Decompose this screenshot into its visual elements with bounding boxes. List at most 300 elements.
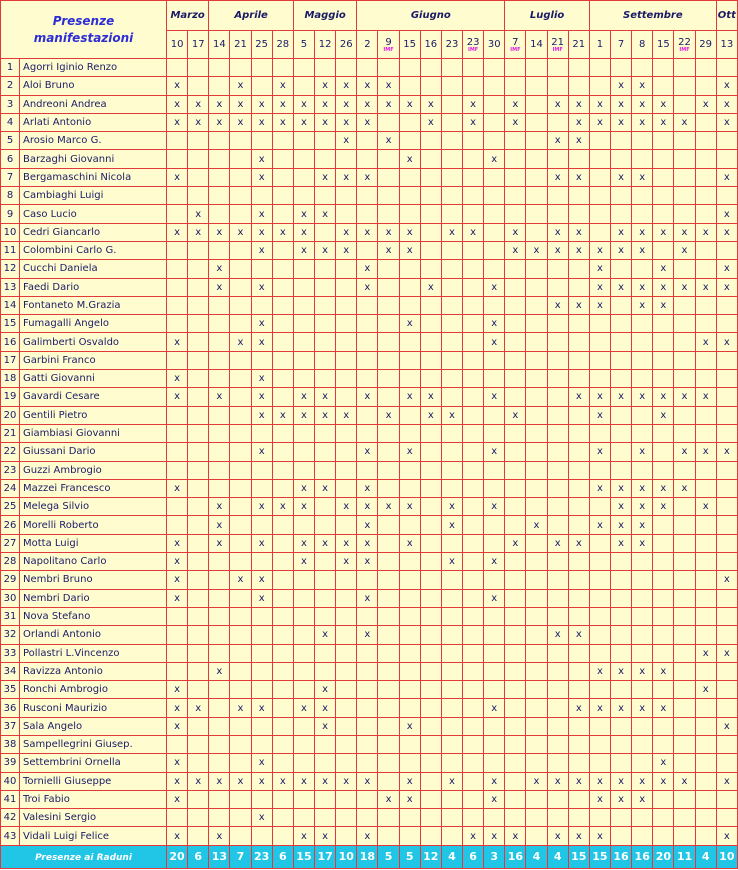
attendance-mark: x [674, 388, 695, 406]
attendance-mark [272, 424, 293, 442]
attendance-mark [272, 260, 293, 278]
attendance-mark [399, 571, 420, 589]
attendance-mark [505, 790, 526, 808]
attendance-mark [272, 241, 293, 259]
attendance-mark [272, 351, 293, 369]
attendance-mark [188, 534, 209, 552]
attendance-mark [526, 388, 547, 406]
attendance-mark [716, 370, 737, 388]
attendance-mark: x [611, 388, 632, 406]
attendance-mark [293, 150, 314, 168]
attendance-mark [505, 809, 526, 827]
attendance-mark [716, 790, 737, 808]
attendance-mark [272, 132, 293, 150]
member-name: Napolitano Carlo [20, 553, 167, 571]
attendance-mark [632, 571, 653, 589]
attendance-mark [441, 607, 462, 625]
attendance-mark [611, 644, 632, 662]
attendance-mark [653, 351, 674, 369]
attendance-mark: x [526, 516, 547, 534]
row-number: 3 [1, 95, 20, 113]
attendance-mark: x [484, 150, 505, 168]
attendance-mark: x [315, 827, 336, 845]
member-row [1, 790, 738, 808]
attendance-mark [568, 571, 589, 589]
attendance-mark: x [315, 406, 336, 424]
attendance-mark [230, 296, 251, 314]
attendance-mark [695, 260, 716, 278]
attendance-mark [568, 681, 589, 699]
attendance-mark [441, 59, 462, 77]
attendance-mark [209, 589, 230, 607]
attendance-mark [505, 150, 526, 168]
attendance-mark: x [399, 150, 420, 168]
attendance-mark: x [441, 772, 462, 790]
attendance-mark [653, 607, 674, 625]
attendance-mark [251, 516, 272, 534]
attendance-mark [484, 241, 505, 259]
attendance-mark: x [632, 772, 653, 790]
attendance-mark [188, 589, 209, 607]
attendance-mark [209, 461, 230, 479]
attendance-mark: x [188, 699, 209, 717]
attendance-mark [568, 589, 589, 607]
attendance-mark [399, 479, 420, 497]
attendance-mark [463, 424, 484, 442]
attendance-mark [632, 461, 653, 479]
attendance-mark: x [632, 388, 653, 406]
attendance-mark [674, 168, 695, 186]
attendance-mark [167, 278, 188, 296]
total-count: 6 [188, 845, 209, 868]
member-row [1, 388, 738, 406]
attendance-mark: x [251, 754, 272, 772]
attendance-mark: x [209, 388, 230, 406]
row-number: 20 [1, 406, 20, 424]
attendance-mark [463, 461, 484, 479]
attendance-mark [505, 333, 526, 351]
attendance-mark [230, 260, 251, 278]
attendance-mark [716, 461, 737, 479]
attendance-mark [420, 571, 441, 589]
member-name: Valesini Sergio [20, 809, 167, 827]
attendance-mark [463, 571, 484, 589]
attendance-mark [209, 553, 230, 571]
attendance-mark: x [632, 534, 653, 552]
attendance-mark [653, 205, 674, 223]
attendance-mark: x [230, 571, 251, 589]
member-name: Cucchi Daniela [20, 260, 167, 278]
attendance-mark: x [695, 644, 716, 662]
member-name: Troi Fabio [20, 790, 167, 808]
attendance-mark: x [611, 278, 632, 296]
attendance-mark [441, 351, 462, 369]
attendance-mark [526, 754, 547, 772]
attendance-mark: x [167, 479, 188, 497]
attendance-mark: x [209, 534, 230, 552]
attendance-mark: x [632, 662, 653, 680]
attendance-mark: x [251, 95, 272, 113]
attendance-mark: x [251, 370, 272, 388]
attendance-mark [484, 626, 505, 644]
attendance-mark [272, 534, 293, 552]
attendance-mark: x [653, 296, 674, 314]
attendance-mark [441, 790, 462, 808]
attendance-mark: x [568, 168, 589, 186]
attendance-mark [441, 735, 462, 753]
attendance-mark [188, 735, 209, 753]
attendance-mark [716, 626, 737, 644]
attendance-mark [378, 735, 399, 753]
attendance-mark: x [484, 443, 505, 461]
attendance-mark: x [167, 699, 188, 717]
attendance-mark [167, 296, 188, 314]
member-name: Gavardi Cesare [20, 388, 167, 406]
attendance-mark [653, 241, 674, 259]
member-row [1, 754, 738, 772]
attendance-mark [589, 809, 610, 827]
attendance-mark: x [251, 388, 272, 406]
attendance-mark [463, 754, 484, 772]
attendance-mark [420, 424, 441, 442]
attendance-mark: x [716, 260, 737, 278]
attendance-mark [230, 241, 251, 259]
member-row [1, 406, 738, 424]
total-count: 16 [505, 845, 526, 868]
row-number: 25 [1, 498, 20, 516]
attendance-mark [209, 644, 230, 662]
attendance-mark [230, 735, 251, 753]
attendance-mark [674, 589, 695, 607]
attendance-mark [695, 553, 716, 571]
attendance-mark [695, 662, 716, 680]
attendance-mark [420, 553, 441, 571]
attendance-mark: x [251, 333, 272, 351]
attendance-mark: x [484, 553, 505, 571]
attendance-mark [420, 662, 441, 680]
attendance-mark [653, 132, 674, 150]
attendance-mark [441, 95, 462, 113]
attendance-mark [251, 735, 272, 753]
attendance-mark [336, 717, 357, 735]
attendance-mark [251, 296, 272, 314]
attendance-mark: x [716, 644, 737, 662]
member-name: Orlandi Antonio [20, 626, 167, 644]
attendance-mark [547, 113, 568, 131]
attendance-mark: x [357, 168, 378, 186]
attendance-mark: x [716, 205, 737, 223]
attendance-mark [420, 443, 441, 461]
attendance-mark: x [674, 772, 695, 790]
attendance-mark: x [188, 205, 209, 223]
attendance-mark [357, 735, 378, 753]
attendance-mark [463, 735, 484, 753]
attendance-mark [293, 754, 314, 772]
member-row [1, 370, 738, 388]
attendance-mark: x [611, 662, 632, 680]
attendance-mark: x [315, 95, 336, 113]
attendance-mark [399, 187, 420, 205]
member-row [1, 260, 738, 278]
attendance-mark [505, 607, 526, 625]
attendance-mark [272, 754, 293, 772]
attendance-mark [632, 827, 653, 845]
attendance-mark [167, 260, 188, 278]
attendance-mark [589, 754, 610, 772]
attendance-mark [716, 699, 737, 717]
attendance-mark: x [357, 113, 378, 131]
attendance-mark [695, 296, 716, 314]
attendance-mark: x [167, 571, 188, 589]
attendance-mark [293, 626, 314, 644]
attendance-mark [420, 241, 441, 259]
attendance-mark [441, 809, 462, 827]
attendance-mark: x [716, 278, 737, 296]
attendance-mark [484, 205, 505, 223]
sheet-title [1, 1, 167, 59]
attendance-mark [547, 150, 568, 168]
attendance-mark: x [420, 278, 441, 296]
attendance-mark [188, 626, 209, 644]
attendance-mark [526, 717, 547, 735]
attendance-mark [230, 626, 251, 644]
attendance-mark [505, 388, 526, 406]
attendance-mark [716, 498, 737, 516]
attendance-mark: x [293, 241, 314, 259]
attendance-mark [526, 315, 547, 333]
attendance-mark [463, 187, 484, 205]
member-row [1, 589, 738, 607]
row-number: 30 [1, 589, 20, 607]
attendance-mark: x [611, 223, 632, 241]
attendance-mark [315, 790, 336, 808]
attendance-mark [336, 827, 357, 845]
attendance-mark [315, 461, 336, 479]
member-name: Nova Stefano [20, 607, 167, 625]
attendance-mark [399, 607, 420, 625]
attendance-mark: x [209, 95, 230, 113]
member-row [1, 534, 738, 552]
attendance-mark [441, 113, 462, 131]
attendance-mark [188, 260, 209, 278]
attendance-mark: x [315, 168, 336, 186]
attendance-mark: x [441, 553, 462, 571]
attendance-mark [251, 351, 272, 369]
attendance-mark [611, 754, 632, 772]
attendance-mark [272, 553, 293, 571]
attendance-mark [315, 132, 336, 150]
attendance-mark [484, 370, 505, 388]
attendance-mark [315, 498, 336, 516]
row-number: 17 [1, 351, 20, 369]
attendance-mark: x [653, 113, 674, 131]
attendance-mark: x [230, 77, 251, 95]
member-name: Fontaneto M.Grazia [20, 296, 167, 314]
attendance-mark [547, 498, 568, 516]
attendance-mark [653, 315, 674, 333]
attendance-mark [505, 589, 526, 607]
attendance-mark [505, 498, 526, 516]
date-header: 15 [653, 31, 674, 59]
attendance-mark [399, 662, 420, 680]
attendance-mark: x [695, 95, 716, 113]
attendance-mark [188, 717, 209, 735]
attendance-mark: x [420, 388, 441, 406]
attendance-mark: x [167, 113, 188, 131]
total-count: 4 [526, 845, 547, 868]
attendance-mark: x [674, 278, 695, 296]
attendance-mark: x [589, 699, 610, 717]
attendance-mark [399, 754, 420, 772]
attendance-mark [589, 150, 610, 168]
attendance-mark [230, 662, 251, 680]
attendance-mark [526, 498, 547, 516]
attendance-mark [463, 278, 484, 296]
attendance-mark: x [547, 241, 568, 259]
attendance-mark [315, 59, 336, 77]
attendance-mark [167, 498, 188, 516]
attendance-mark [611, 571, 632, 589]
attendance-mark [716, 809, 737, 827]
attendance-mark [315, 333, 336, 351]
attendance-mark [293, 333, 314, 351]
attendance-mark [293, 370, 314, 388]
member-row [1, 461, 738, 479]
attendance-mark: x [209, 223, 230, 241]
attendance-mark [441, 644, 462, 662]
title-line-1: Presenze [52, 13, 115, 28]
attendance-mark [716, 388, 737, 406]
member-name: Melega Silvio [20, 498, 167, 516]
attendance-mark [716, 296, 737, 314]
attendance-mark [526, 59, 547, 77]
attendance-mark [526, 827, 547, 845]
attendance-mark [315, 662, 336, 680]
date-header: 26 [336, 31, 357, 59]
attendance-mark [399, 168, 420, 186]
attendance-mark [378, 662, 399, 680]
attendance-mark [209, 735, 230, 753]
attendance-mark [420, 589, 441, 607]
date-header: 9 IMF [378, 31, 399, 59]
row-number: 26 [1, 516, 20, 534]
attendance-mark [484, 168, 505, 186]
attendance-mark: x [547, 827, 568, 845]
attendance-mark [209, 333, 230, 351]
attendance-mark: x [167, 534, 188, 552]
attendance-mark [526, 735, 547, 753]
attendance-mark [463, 607, 484, 625]
attendance-mark [420, 479, 441, 497]
row-number: 14 [1, 296, 20, 314]
attendance-mark: x [611, 95, 632, 113]
attendance-mark: x [632, 443, 653, 461]
attendance-mark: x [568, 132, 589, 150]
attendance-mark: x [336, 553, 357, 571]
attendance-mark [230, 607, 251, 625]
attendance-mark: x [167, 717, 188, 735]
attendance-mark [632, 626, 653, 644]
row-number: 13 [1, 278, 20, 296]
attendance-mark [230, 424, 251, 442]
attendance-mark [357, 205, 378, 223]
attendance-mark [526, 223, 547, 241]
attendance-mark [188, 498, 209, 516]
attendance-mark [272, 626, 293, 644]
member-row [1, 607, 738, 625]
attendance-mark [272, 205, 293, 223]
attendance-mark: x [547, 168, 568, 186]
attendance-mark: x [399, 95, 420, 113]
attendance-mark [611, 553, 632, 571]
attendance-mark [420, 132, 441, 150]
total-count: 5 [378, 845, 399, 868]
attendance-mark [378, 370, 399, 388]
attendance-mark [251, 790, 272, 808]
row-number: 9 [1, 205, 20, 223]
attendance-mark [484, 662, 505, 680]
attendance-mark [251, 424, 272, 442]
attendance-mark [378, 113, 399, 131]
attendance-mark: x [589, 479, 610, 497]
date-header: 1 [589, 31, 610, 59]
attendance-mark [505, 717, 526, 735]
total-count: 7 [230, 845, 251, 868]
attendance-mark [674, 150, 695, 168]
attendance-mark [674, 571, 695, 589]
attendance-mark [484, 461, 505, 479]
attendance-mark [611, 443, 632, 461]
member-name: Cambiaghi Luigi [20, 187, 167, 205]
attendance-mark: x [589, 790, 610, 808]
attendance-mark [716, 424, 737, 442]
attendance-mark [632, 717, 653, 735]
attendance-mark [674, 205, 695, 223]
attendance-mark [463, 315, 484, 333]
attendance-mark [674, 553, 695, 571]
attendance-mark [378, 424, 399, 442]
attendance-mark [336, 571, 357, 589]
attendance-mark: x [611, 113, 632, 131]
attendance-mark [695, 827, 716, 845]
attendance-mark: x [357, 498, 378, 516]
row-number: 40 [1, 772, 20, 790]
attendance-mark [547, 644, 568, 662]
attendance-mark [251, 187, 272, 205]
attendance-mark: x [378, 241, 399, 259]
attendance-mark [357, 150, 378, 168]
attendance-mark [526, 589, 547, 607]
attendance-mark [568, 205, 589, 223]
attendance-mark [420, 296, 441, 314]
attendance-mark: x [420, 95, 441, 113]
attendance-mark: x [251, 534, 272, 552]
row-number: 38 [1, 735, 20, 753]
attendance-mark [463, 516, 484, 534]
attendance-mark: x [568, 95, 589, 113]
attendance-mark [505, 351, 526, 369]
attendance-mark [547, 790, 568, 808]
attendance-mark [357, 662, 378, 680]
row-number: 19 [1, 388, 20, 406]
attendance-mark [547, 589, 568, 607]
date-header: 14 [526, 31, 547, 59]
attendance-mark: x [293, 479, 314, 497]
attendance-mark [695, 790, 716, 808]
attendance-mark [632, 553, 653, 571]
attendance-mark [463, 370, 484, 388]
attendance-mark [315, 370, 336, 388]
